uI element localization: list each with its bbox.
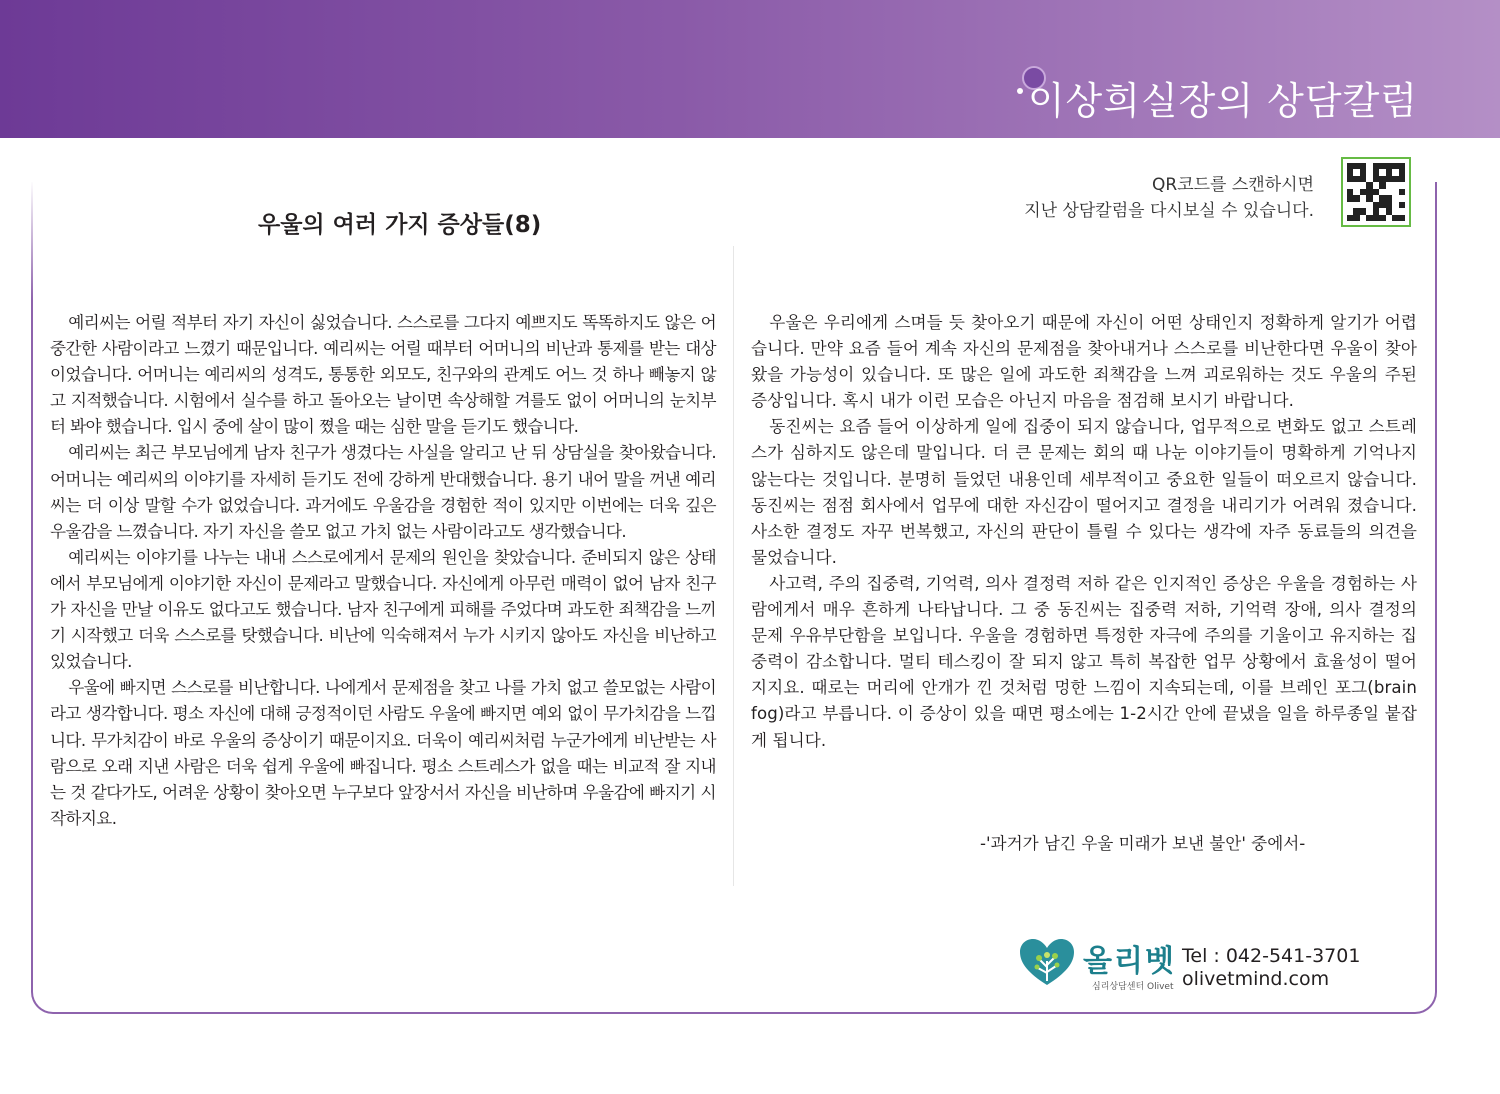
bullet-dot-small-icon xyxy=(1017,88,1023,94)
paragraph: 예리씨는 어릴 적부터 자기 자신이 싫었습니다. 스스로를 그다지 예쁘지도 똑똑하지도 않은 어중간한 사람이라고 느꼈기 때문입니다. 예리씨는 어릴 때부터 어머니의 비난과 통제를 받는 대상이었습니다. 어머니는 예리씨의 성격도, 통통한 외모도, 친구와의 관계도 어느 것 하나 빼놓지 않고 지적했습니다. 시험에서 실수를 하고 돌아오는 날이면 속상해할 겨를도 없이 어머니의 눈치부터 봐야 했습니다. 입시 중에 살이 많이 쪘을 때는 심한 말을 듣기도 했습니다. xyxy=(50,313,716,437)
paragraph: 우울에 빠지면 스스로를 비난합니다. 나에게서 문제점을 찾고 나를 가치 없고 쓸모없는 사람이라고 생각합니다. 평소 자신에 대해 긍정적이던 사람도 우울에 빠지면 예외 없이 무가치감을 느낍니다. 무가치감이 바로 우울의 증상이기 때문이지요. 더욱이 예리씨처럼 누군가에게 비난받는 사람으로 오래 지낸 사람은 더욱 쉽게 우울에 빠집니다. 평소 스트레스가 없을 때는 비교적 잘 지내는 것 같다가도, 어려운 상황이 찾아오면 누구보다 앞장서서 자신을 비난하며 우울감에 빠지기 시작하지요. xyxy=(50,678,716,828)
heart-tree-icon xyxy=(1018,937,1076,987)
right-column xyxy=(751,310,1417,754)
paragraph: 우울은 우리에게 스며들 듯 찾아오기 때문에 자신이 어떤 상태인지 정확하게 알기가 어렵습니다. 만약 요즘 들어 계속 자신의 문제점을 찾아내거나 스스로를 비난한다면 우울이 찾아왔을 가능성이 있습니다. 또 많은 일에 과도한 죄책감을 느껴 괴로워하는 것도 우울의 주된 증상입니다. 혹시 내가 이런 모습은 아닌지 마음을 점검해 보시기 바랍니다. xyxy=(751,313,1417,411)
left-column xyxy=(50,310,716,832)
article-title: 우울의 여러 가지 증상들(8) xyxy=(258,212,542,238)
website-link[interactable]: olivetmind.com xyxy=(1182,968,1330,990)
column-divider xyxy=(733,246,734,886)
qr-caption xyxy=(914,172,1314,224)
qr-code-icon[interactable] xyxy=(1341,157,1411,227)
contact-info xyxy=(1182,945,1360,991)
brand-name: 올리벳 xyxy=(1083,944,1176,979)
source-quote: -'과거가 남긴 우울 미래가 보낸 불안' 중에서- xyxy=(980,834,1306,853)
qr-module xyxy=(1399,215,1405,221)
paragraph: 동진씨는 요즘 들어 이상하게 일에 집중이 되지 않습니다, 업무적으로 변화도 없고 스트레스가 심하지도 않은데 말입니다. 더 큰 문제는 회의 때 나눈 이야기들이 명확하게 기억나지 않는다는 것입니다. 분명히 들었던 내용인데 세부적이고 중요한 일들이 떠오르지 않습니다. 동진씨는 점점 회사에서 업무에 대한 자신감이 떨어지고 결정을 내리기가 어려워 졌습니다. 사소한 결정도 자꾸 번복했고, 자신의 판단이 틀릴 수 있다는 생각에 자주 동료들의 의견을 물었습니다. xyxy=(751,417,1417,567)
header-banner xyxy=(0,0,1500,138)
qr-code-pattern xyxy=(1347,163,1405,221)
qr-caption-line1: QR코드를 스캔하시면 xyxy=(1152,175,1314,195)
phone-number: Tel : 042-541-3701 xyxy=(1182,945,1361,967)
paragraph: 사고력, 주의 집중력, 기억력, 의사 결정력 저하 같은 인지적인 증상은 우울을 경험하는 사람에게서 매우 흔하게 나타납니다. 그 중 동진씨는 집중력 저하, 기억력 장애, 의사 결정의 문제 우유부단함을 보입니다. 우울을 경험하면 특정한 자극에 주의를 기울이고 유지하는 집중력이 감소합니다. 멀티 테스킹이 잘 되지 않고 특히 복잡한 업무 상황에서 효율성이 떨어지지요. 때로는 머리에 안개가 낀 것처럼 멍한 느낌이 지속되는데, 이를 브레인 포그(brain fog)라고 부릅니다. 이 증상이 있을 때면 평소에는 1-2시간 안에 끝냈을 일을 하루종일 붙잡게 됩니다. xyxy=(751,573,1417,750)
frame-fade xyxy=(29,180,35,300)
qr-caption-line2: 지난 상담칼럼을 다시보실 수 있습니다. xyxy=(1024,201,1314,221)
paragraph: 예리씨는 최근 부모님에게 남자 친구가 생겼다는 사실을 알리고 난 뒤 상담실을 찾아왔습니다. 어머니는 예리씨의 이야기를 자세히 듣기도 전에 강하게 반대했습니다. 용기 내어 말을 꺼낸 예리 씨는 더 이상 말할 수가 없었습니다. 과거에도 우울감을 경험한 적이 있지만 이번에는 더욱 깊은 우울감을 느꼈습니다. 자기 자신을 쓸모 없고 가치 없는 사람이라고도 생각했습니다. xyxy=(50,443,716,541)
column-series-title: 이상희실장의 상담칼럼 xyxy=(1027,79,1418,123)
brand-subtitle: 심리상담센터 Olivet xyxy=(1092,982,1174,992)
paragraph: 예리씨는 이야기를 나누는 내내 스스로에게서 문제의 원인을 찾았습니다. 준비되지 않은 상태에서 부모님에게 이야기한 자신이 문제라고 말했습니다. 자신에게 아무런 매력이 없어 남자 친구가 자신을 만날 이유도 없다고도 했습니다. 남자 친구에게 피해를 주었다며 과도한 죄책감을 느끼기 시작했고 더욱 스스로를 탓했습니다. 비난에 익숙해져서 누가 시키지 않아도 자신을 비난하고 있었습니다. xyxy=(50,547,716,672)
